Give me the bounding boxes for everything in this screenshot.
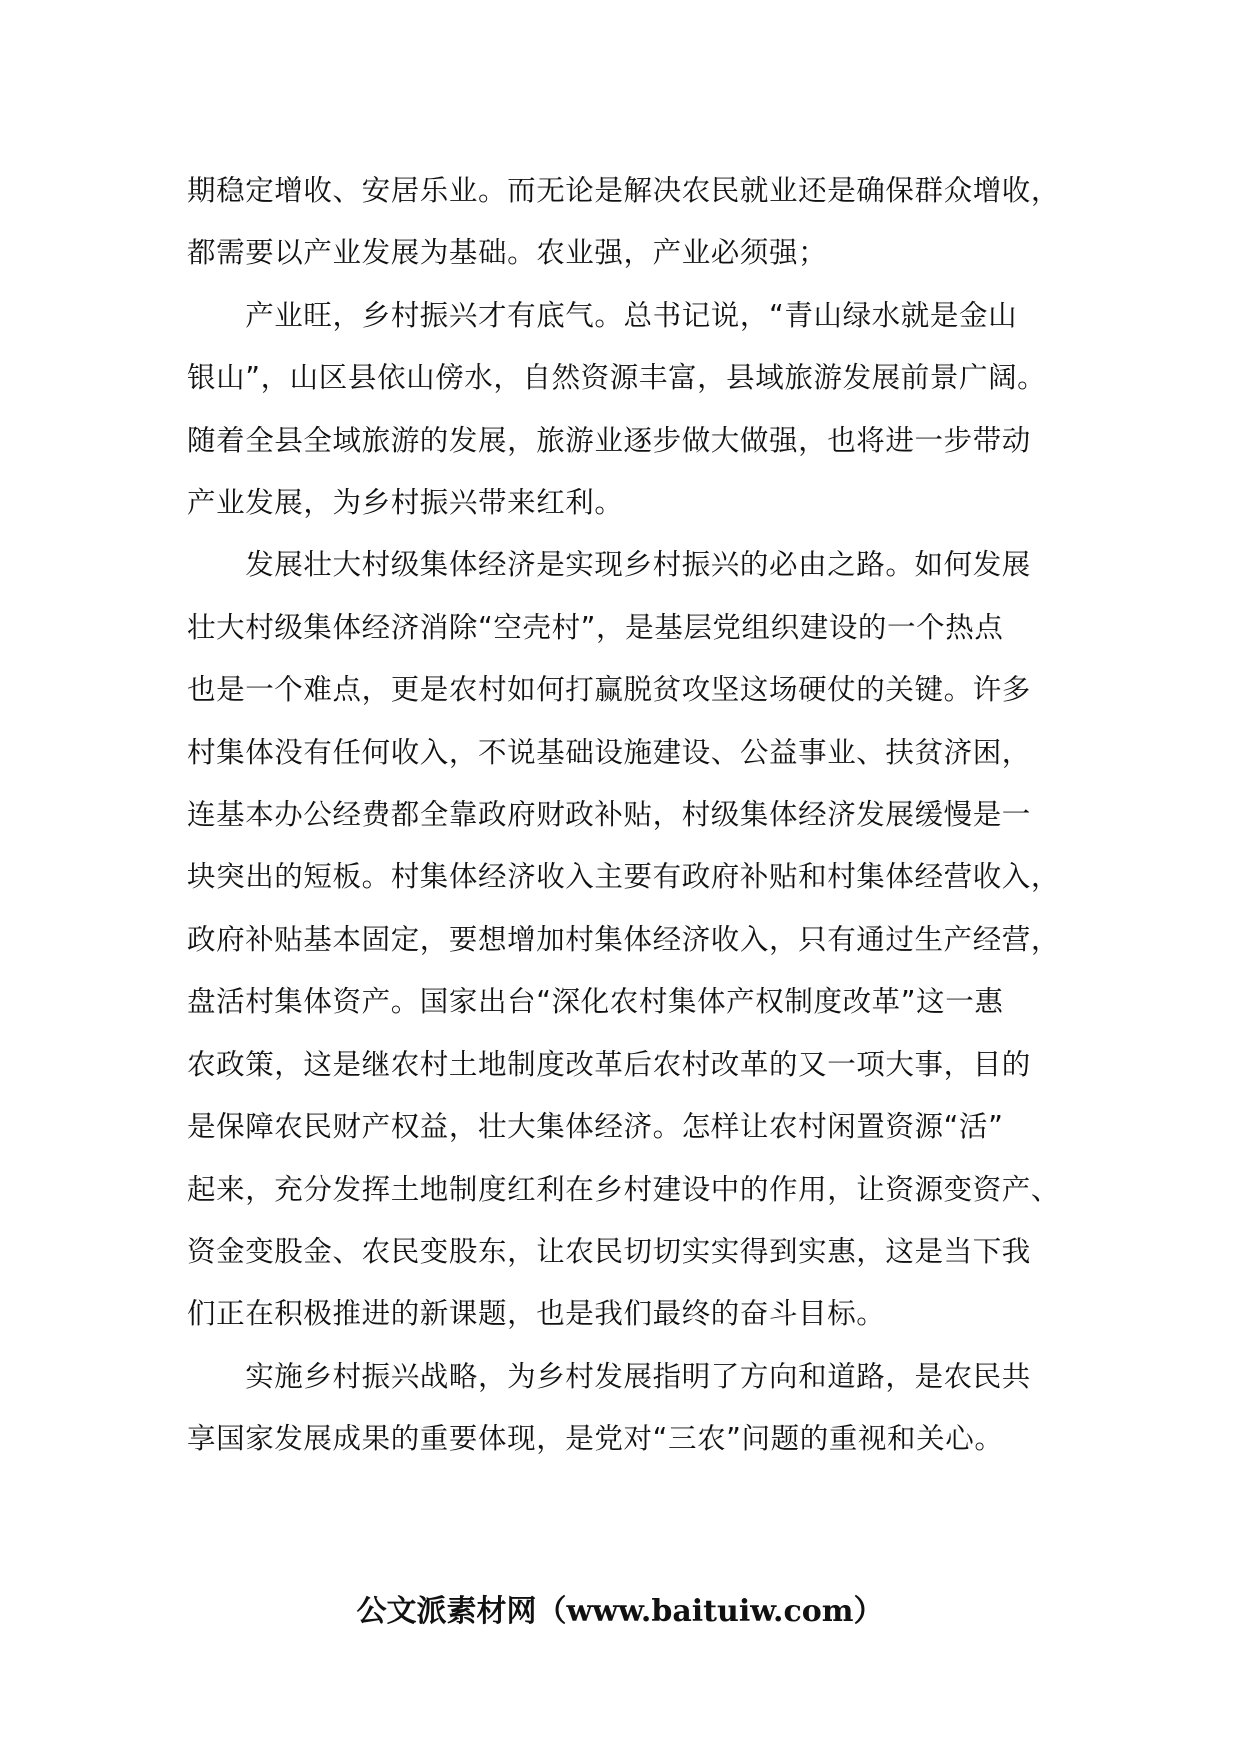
text-line: 起来，充分发挥土地制度红利在乡村建设中的作用，让资源变资产、 [187, 1172, 1061, 1206]
text-line: 随着全县全域旅游的发展，旅游业逐步做大做强，也将进一步带动 [187, 423, 1031, 457]
text-line: 资金变股金、农民变股东，让农民切切实实得到实惠，这是当下我 [187, 1234, 1031, 1268]
text-line: 农政策，这是继农村土地制度改革后农村改革的又一项大事，目的 [187, 1047, 1031, 1081]
text-line: 政府补贴基本固定，要想增加村集体经济收入，只有通过生产经营， [187, 922, 1061, 956]
text-line: 们正在积极推进的新课题，也是我们最终的奋斗目标。 [187, 1297, 886, 1331]
text-line: 连基本办公经费都全靠政府财政补贴，村级集体经济发展缓慢是一 [187, 798, 1031, 832]
text-line: 银山”，山区县依山傍水，自然资源丰富，县域旅游发展前景广阔。 [187, 361, 1047, 395]
text-line: 也是一个难点，更是农村如何打赢脱贫攻坚这场硬仗的关键。许多 [187, 673, 1031, 707]
text-line: 村集体没有任何收入，不说基础设施建设、公益事业、扶贫济困， [187, 735, 1031, 769]
text-line: 发展壮大村级集体经济是实现乡村振兴的必由之路。如何发展 [187, 548, 1031, 582]
footer-source-text: 公文派素材网（www.baituiw.com） [356, 1594, 884, 1629]
text-line: 是保障农民财产权益，壮大集体经济。怎样让农村闲置资源“活” [187, 1110, 1004, 1144]
text-line: 期稳定增收、安居乐业。而无论是解决农民就业还是确保群众增收， [187, 174, 1061, 207]
text-line: 产业旺，乡村振兴才有底气。总书记说，“青山绿水就是金山 [187, 298, 1018, 332]
text-line: 块突出的短板。村集体经济收入主要有政府补贴和村集体经营收入， [187, 860, 1061, 894]
document-body [187, 160, 1067, 1471]
text-line: 壮大村级集体经济消除“空壳村”，是基层党组织建设的一个热点 [187, 610, 1004, 644]
text-line: 都需要以产业发展为基础。农业强，产业必须强； [187, 236, 828, 270]
text-line: 盘活村集体资产。国家出台“深化农村集体产权制度改革”这一惠 [187, 985, 1004, 1019]
text-line: 产业发展，为乡村振兴带来红利。 [187, 486, 624, 520]
text-line: 实施乡村振兴战略，为乡村发展指明了方向和道路，是农民共 [187, 1359, 1031, 1393]
text-line: 享国家发展成果的重要体现，是党对“三农”问题的重视和关心。 [187, 1422, 1004, 1456]
